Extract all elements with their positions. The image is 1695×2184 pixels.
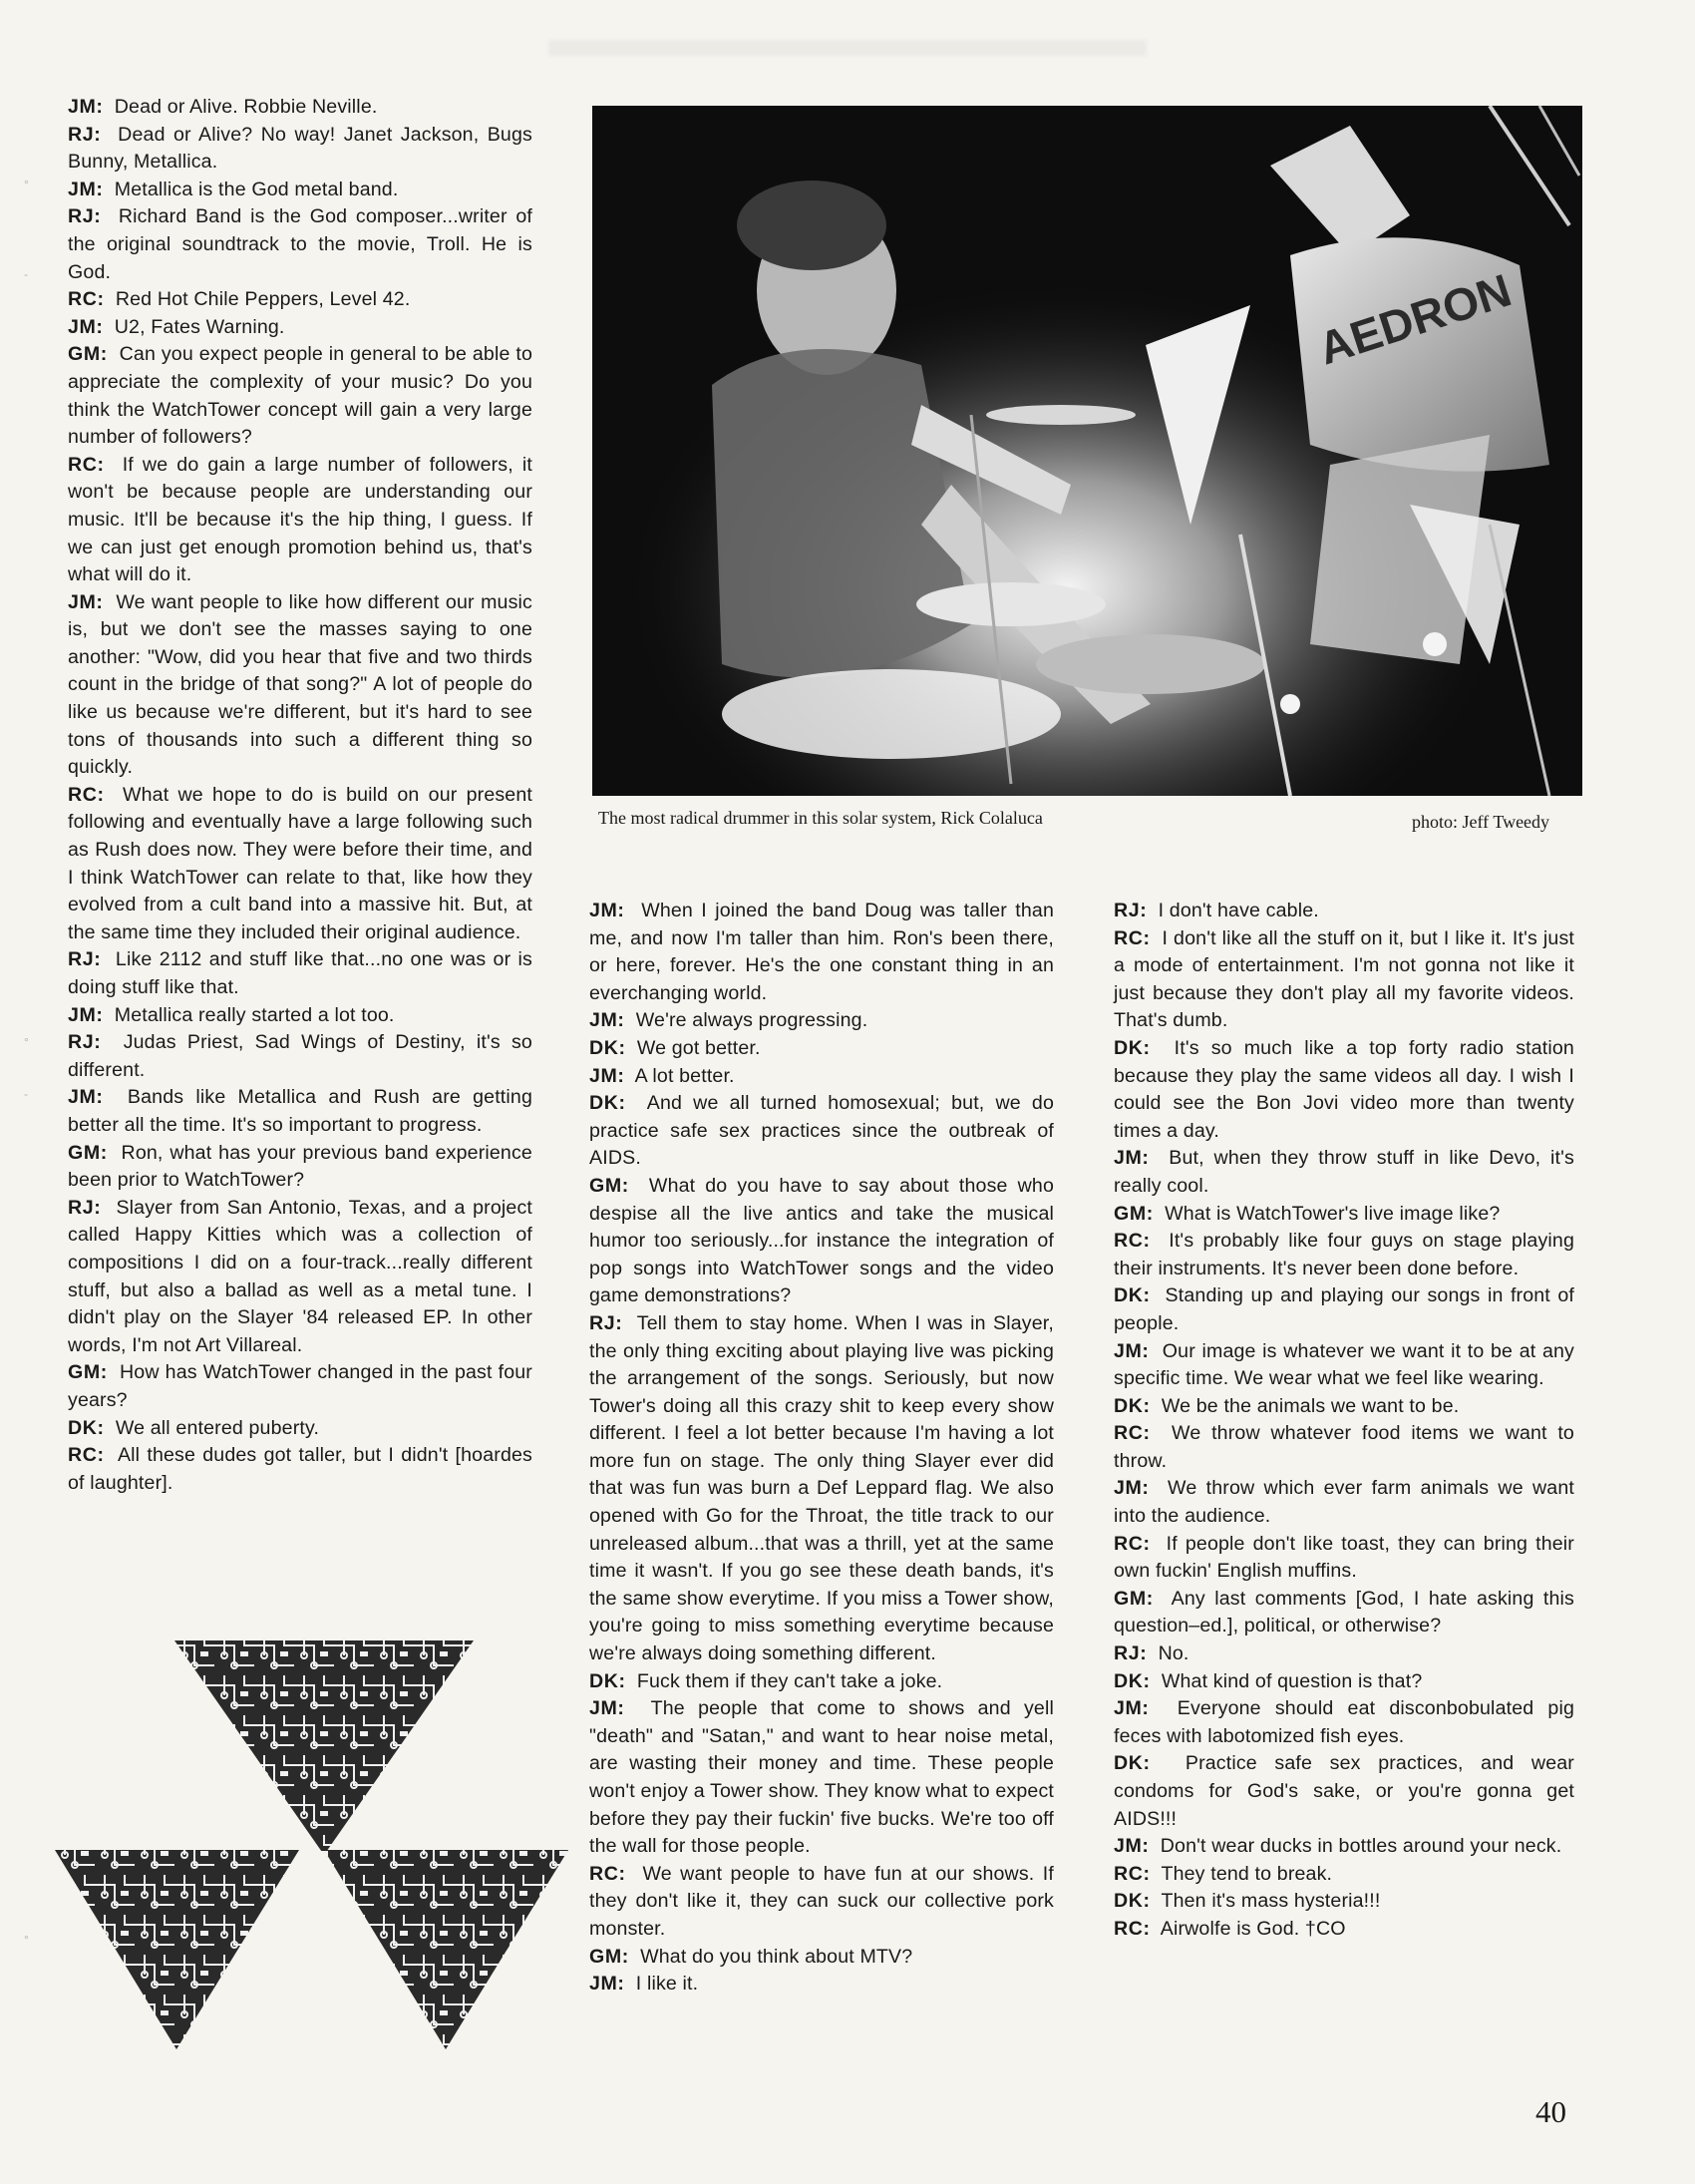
speaker-label: GM:: [1114, 1202, 1154, 1225]
dialogue-text: Metallica really started a lot too.: [114, 1003, 395, 1026]
speaker-label: GM:: [68, 1361, 108, 1384]
speaker-label: RC:: [1114, 1532, 1151, 1555]
dialogue-text: Richard Band is the God composer...writer of the original soundtrack to the movie, Troll. He is God.: [68, 205, 532, 283]
interview-column-2: [589, 898, 1054, 1999]
dialogue-line: [1114, 1201, 1574, 1229]
dialogue-line: [589, 1310, 1054, 1668]
dialogue-line: [1114, 1586, 1574, 1640]
speaker-label: DK:: [1114, 1752, 1151, 1775]
dialogue-line: [68, 1195, 532, 1360]
dialogue-line: [68, 1140, 532, 1195]
dialogue-text: It's probably like four guys on stage playing their instruments. It's never been done before.: [1114, 1230, 1574, 1279]
circuit-triangle-logo: [55, 1636, 573, 2054]
speaker-label: GM:: [68, 343, 108, 366]
dialogue-line: [68, 203, 532, 286]
dialogue-line: [589, 1173, 1054, 1310]
speaker-label: DK:: [1114, 1669, 1151, 1692]
interview-column-1: [68, 94, 532, 1497]
triangle-top: [174, 1640, 474, 1855]
dialogue-text: Practice safe sex practices, and wear condoms for God's sake, or you're gonna get AIDS!!!: [1114, 1752, 1574, 1830]
dialogue-text: Fuck them if they can't take a joke.: [636, 1669, 943, 1692]
interview-column-3: [1114, 898, 1574, 1944]
speaker-label: JM:: [68, 1003, 104, 1026]
dialogue-text: We all entered puberty.: [115, 1416, 320, 1439]
margin-mark: °: [24, 1035, 29, 1049]
drummer-photo: [592, 106, 1582, 796]
dialogue-text: Red Hot Chile Peppers, Level 42.: [115, 288, 411, 311]
speaker-label: RJ:: [1114, 1642, 1148, 1665]
dialogue-text: Tell them to stay home. When I was in Slayer, the only thing exciting about playing live was picking the arrangement of the songs. Seriously, but now Tower's doing all this crazy shit to keep every show different. I feel a lot better because I'm having a lot more fun on stage. The only thing Slayer ever did that was fun was burn a Def Leppard flag. We also opened with Go for the Throat, the title track to our unreleased album...that was a thrill, yet at the same time it wasn't. If you go see these death bands, it's the same show everytime. If you miss a Tower show, you're going to miss something everytime because we're always doing something different.: [589, 1311, 1054, 1665]
dialogue-text: When I joined the band Doug was taller than me, and now I'm taller than him. Ron's been there, or here, forever. He's the one constant thing in an everchanging world.: [589, 900, 1054, 1004]
dialogue-text: No.: [1158, 1642, 1189, 1665]
dialogue-line: [589, 1861, 1054, 1944]
dialogue-line: [589, 1063, 1054, 1091]
dialogue-line: [1114, 1338, 1574, 1393]
dialogue-text: We want people to have fun at our shows. If they don't like it, they can suck our collective pork monster.: [589, 1862, 1054, 1940]
dialogue-line: [1114, 1833, 1574, 1861]
speaker-label: RC:: [68, 783, 105, 806]
dialogue-text: If we do gain a large number of followers, it won't be because people are understanding our music. It'll be because it's the hip thing, I guess. If we can just get enough promotion behind us, that's what will do it.: [68, 453, 532, 586]
dialogue-line: [1114, 1393, 1574, 1421]
photo-credit: photo: Jeff Tweedy: [1412, 812, 1550, 832]
speaker-label: GM:: [589, 1174, 629, 1197]
dialogue-line: [68, 1415, 532, 1443]
dialogue-text: Can you expect people in general to be able to appreciate the complexity of your music? Do you think the WatchTower concept will gain a very large number of followers?: [68, 343, 532, 449]
margin-mark: -: [24, 1087, 28, 1101]
dialogue-line: [1114, 1695, 1574, 1750]
bleed-through-header: [548, 40, 1147, 56]
speaker-label: JM:: [68, 178, 104, 200]
dialogue-line: [1114, 1668, 1574, 1696]
dialogue-text: Everyone should eat disconbobulated pig feces with labotomized fish eyes.: [1114, 1697, 1574, 1747]
dialogue-line: [68, 1002, 532, 1030]
dialogue-text: Slayer from San Antonio, Texas, and a project called Happy Kitties which was a collection of compositions I did on a four-track...really different stuff, but also a ballad as well as a metal tune. I didn't play on the Slayer '84 released EP. In other words, I'm not Art Villareal.: [68, 1196, 532, 1356]
speaker-label: RJ:: [589, 1311, 623, 1334]
speaker-label: RC:: [68, 453, 105, 476]
dialogue-line: [1114, 1861, 1574, 1889]
dialogue-line: [1114, 1531, 1574, 1586]
speaker-label: JM:: [68, 96, 104, 118]
speaker-label: RC:: [1114, 1230, 1151, 1253]
dialogue-line: [589, 1090, 1054, 1173]
page-number: 40: [1535, 2094, 1566, 2129]
dialogue-line: [1114, 1640, 1574, 1668]
dialogue-line: [1114, 898, 1574, 925]
speaker-label: DK:: [1114, 1890, 1151, 1913]
speaker-label: JM:: [68, 1086, 104, 1109]
dialogue-text: What is WatchTower's live image like?: [1165, 1202, 1501, 1225]
speaker-label: JM:: [1114, 1477, 1150, 1500]
dialogue-text: They tend to break.: [1161, 1862, 1333, 1885]
speaker-label: JM:: [589, 1697, 625, 1720]
speaker-label: RJ:: [68, 205, 102, 228]
margin-mark: -: [24, 267, 28, 281]
dialogue-line: [68, 589, 532, 782]
dialogue-line: [1114, 925, 1574, 1035]
speaker-label: JM:: [589, 900, 625, 921]
dialogue-line: [1114, 1916, 1574, 1944]
speaker-label: JM:: [589, 1973, 625, 1996]
dialogue-line: [1114, 1750, 1574, 1833]
speaker-label: RJ:: [68, 123, 102, 146]
dialogue-text: We throw which ever farm animals we want into the audience.: [1114, 1477, 1574, 1528]
dialogue-text: Judas Priest, Sad Wings of Destiny, it's so different.: [68, 1031, 532, 1081]
dialogue-text: I don't have cable.: [1158, 900, 1319, 921]
speaker-label: RJ:: [68, 1196, 102, 1219]
speaker-label: RC:: [1114, 1422, 1151, 1445]
dialogue-line: [68, 946, 532, 1001]
dialogue-line: [589, 1035, 1054, 1063]
speaker-label: JM:: [68, 590, 104, 613]
dialogue-text: Standing up and playing our songs in front of people.: [1114, 1284, 1574, 1334]
dialogue-text: We throw whatever food items we want to throw.: [1114, 1422, 1574, 1472]
dialogue-line: [68, 1029, 532, 1084]
dialogue-line: [589, 1971, 1054, 1999]
dialogue-text: Like 2112 and stuff like that...no one was or is doing stuff like that.: [68, 948, 532, 998]
photo-caption: The most radical drummer in this solar system, Rick Colaluca: [598, 808, 1043, 828]
dialogue-line: [589, 1944, 1054, 1972]
dialogue-line: [68, 94, 532, 122]
triangle-left: [55, 1850, 299, 2049]
dialogue-text: What do you think about MTV?: [640, 1945, 913, 1968]
dialogue-line: [1114, 1420, 1574, 1475]
speaker-label: GM:: [1114, 1587, 1154, 1610]
speaker-label: RC:: [1114, 926, 1151, 949]
dialogue-line: [1114, 1035, 1574, 1145]
dialogue-line: [68, 177, 532, 204]
dialogue-text: And we all turned homosexual; but, we do practice safe sex practices since the outbreak of AIDS.: [589, 1092, 1055, 1170]
speaker-label: DK:: [68, 1416, 105, 1439]
banner-text: AEDRON: [1312, 263, 1518, 375]
dialogue-text: We want people to like how different our music is, but we don't see the masses saying to one another: "Wow, did you hear that five and two thirds count in the bridge of that song?" A lot of people do like us because we're different, but it's hard to see tons of thousands into such a different thing so quickly.: [68, 590, 532, 779]
dialogue-text: We got better.: [636, 1036, 761, 1059]
speaker-label: JM:: [1114, 1147, 1150, 1170]
dialogue-line: [68, 122, 532, 177]
dialogue-text: Metallica is the God metal band.: [114, 178, 399, 200]
dialogue-line: [68, 314, 532, 342]
snare-drum: [916, 582, 1106, 626]
speaker-label: JM:: [68, 315, 104, 338]
dialogue-line: [1114, 1145, 1574, 1200]
dialogue-text: Ron, what has your previous band experience been prior to WatchTower?: [68, 1141, 532, 1192]
dialogue-text: Then it's mass hysteria!!!: [1161, 1890, 1381, 1913]
dialogue-text: If people don't like toast, they can bring their own fuckin' English muffins.: [1114, 1532, 1574, 1583]
speaker-label: DK:: [589, 1092, 626, 1115]
speaker-label: RJ:: [68, 1031, 102, 1054]
dialogue-text: We're always progressing.: [635, 1009, 868, 1032]
dialogue-line: [68, 286, 532, 314]
dialogue-text: We be the animals we want to be.: [1161, 1394, 1460, 1417]
speaker-label: JM:: [589, 1064, 625, 1087]
dialogue-text: A lot better.: [634, 1064, 735, 1087]
dialogue-line: [589, 1668, 1054, 1696]
dialogue-text: All these dudes got taller, but I didn't [hoardes of laughter].: [68, 1444, 532, 1494]
speaker-label: RJ:: [1114, 900, 1148, 921]
speaker-label: RC:: [68, 1444, 105, 1467]
dialogue-line: [1114, 1282, 1574, 1337]
speaker-label: RC:: [1114, 1917, 1151, 1940]
dialogue-text: Dead or Alive. Robbie Neville.: [114, 96, 378, 118]
dialogue-line: [1114, 1228, 1574, 1282]
dialogue-text: Our image is whatever we want it to be at any specific time. We wear what we feel like wearing.: [1114, 1339, 1574, 1390]
margin-mark: °: [24, 1933, 29, 1947]
speaker-label: DK:: [589, 1036, 626, 1059]
dialogue-line: [68, 782, 532, 947]
dialogue-text: Don't wear ducks in bottles around your neck.: [1160, 1835, 1562, 1858]
margin-mark: °: [24, 178, 29, 191]
speaker-label: RJ:: [68, 948, 102, 971]
dialogue-text: The people that come to shows and yell "death" and "Satan," and want to hear noise metal, are wasting their money and time. These people won't enjoy a Tower show. They know what to expect before they pay their fuckin' five bucks. We're too off the wall for those people.: [589, 1697, 1054, 1858]
speaker-label: DK:: [1114, 1284, 1151, 1307]
triangle-right: [324, 1850, 568, 2049]
photo-drummer: [592, 106, 1582, 796]
speaker-label: JM:: [1114, 1339, 1150, 1362]
cymbal: [986, 405, 1136, 425]
speaker-label: JM:: [1114, 1835, 1150, 1858]
speaker-label: JM:: [589, 1009, 625, 1032]
dialogue-text: How has WatchTower changed in the past four years?: [68, 1361, 532, 1411]
dialogue-line: [1114, 1475, 1574, 1530]
dialogue-line: [68, 452, 532, 589]
dialogue-text: I like it.: [635, 1973, 699, 1996]
dialogue-line: [589, 1695, 1054, 1861]
dialogue-line: [68, 1442, 532, 1497]
speaker-label: DK:: [1114, 1394, 1151, 1417]
speaker-label: JM:: [1114, 1697, 1150, 1720]
dialogue-line: [1114, 1888, 1574, 1916]
dialogue-text: What kind of question is that?: [1161, 1669, 1423, 1692]
dialogue-text: But, when they throw stuff in like Devo, it's really cool.: [1114, 1147, 1574, 1197]
speaker-label: GM:: [68, 1141, 108, 1164]
dialogue-text: I don't like all the stuff on it, but I like it. It's just a mode of entertainment. I'm not gonna not like it just because they don't play all my favorite videos. That's dumb.: [1114, 926, 1574, 1032]
dialogue-text: Bands like Metallica and Rush are getting better all the time. It's so important to progress.: [68, 1086, 532, 1136]
dialogue-line: [68, 1084, 532, 1139]
dialogue-text: It's so much like a top forty radio station because they play the same videos all day. I wish I could see the Bon Jovi video more than twenty times a day.: [1114, 1036, 1574, 1142]
dialogue-text: Any last comments [God, I hate asking this question–ed.], political, or otherwise?: [1114, 1587, 1575, 1638]
speaker-label: DK:: [1114, 1036, 1151, 1059]
dialogue-text: What do you have to say about those who despise all the live antics and take the musical humor too seriously...for instance the integration of pop songs into WatchTower songs and the video game demonstrations?: [589, 1174, 1054, 1307]
dialogue-text: Airwolfe is God. †CO: [1160, 1917, 1346, 1940]
dialogue-text: U2, Fates Warning.: [114, 315, 285, 338]
dialogue-text: Dead or Alive? No way! Janet Jackson, Bugs Bunny, Metallica.: [68, 123, 532, 174]
dialogue-text: What we hope to do is build on our present following and eventually have a large following such as Rush does now. They were before their time, and I think WatchTower can relate to that, like how they evolved from a cult band into a massive hit. But, at the same time they included their original audience.: [68, 783, 532, 943]
dialogue-line: [589, 1007, 1054, 1035]
dialogue-line: [589, 898, 1054, 1007]
speaker-label: RC:: [589, 1862, 626, 1885]
dialogue-line: [68, 1359, 532, 1414]
dialogue-line: [68, 341, 532, 451]
speaker-label: RC:: [68, 288, 105, 311]
speaker-label: GM:: [589, 1945, 629, 1968]
speaker-label: RC:: [1114, 1862, 1151, 1885]
speaker-label: DK:: [589, 1669, 626, 1692]
